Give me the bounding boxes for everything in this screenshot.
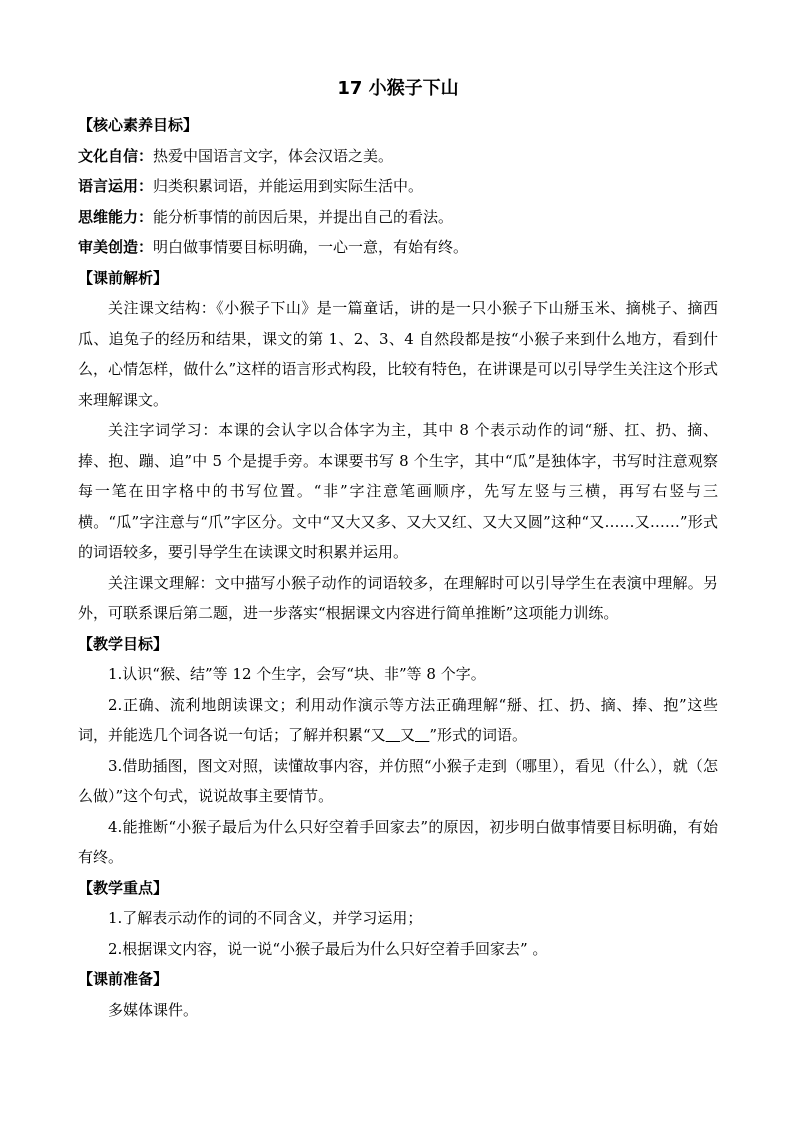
key-points-section <box>78 873 718 965</box>
analysis-vocabulary-paragraph: 关注字词学习：本课的会认字以合体字为主，其中 8 个表示动作的词“掰、扛、扔、摘、捧、抱、蹦、追”中 5 个是提手旁。本课要书写 8 个生字，其中“瓜”是独体字，书写时注意观察每一笔在田字格中的书写位置。“非”字注意笔画顺序，先写左竖与三横，再写右竖与三横。“瓜”字注意与“爪”字区分。文中“又大又多、又大又红、又大又圆”这种“又……又……”形式的词语较多，要引导学生在读课文时积累并运用。 <box>78 421 718 561</box>
key-points-heading: 【教学重点】 <box>78 878 169 897</box>
core-goals-heading: 【核心素养目标】 <box>78 116 199 134</box>
teaching-goals-heading: 【教学目标】 <box>78 634 169 653</box>
teaching-goals-section <box>78 629 718 873</box>
teaching-goal-2-text-c: ”形式的词语。 <box>429 726 527 744</box>
goal-culture <box>78 141 718 172</box>
pre-analysis-section <box>78 263 718 629</box>
goal-language <box>78 171 718 202</box>
preparation-heading: 【课前准备】 <box>78 970 169 988</box>
teaching-goal-2 <box>78 690 718 751</box>
blank-line <box>386 726 400 744</box>
goal-language-label: 语言运用： <box>78 177 154 195</box>
analysis-comprehension-paragraph: 关注课文理解：文中描写小猴子动作的词语较多，在理解时可以引导学生在表演中理解。另外，可联系课后第二题，进一步落实“根据课文内容进行简单推断”这项能力训练。 <box>78 573 718 622</box>
teaching-goal-3: 3.借助插图，图文对照，读懂故事内容，并仿照“小猴子走到（哪里），看见（什么），就（怎么做）”这个句式，说说故事主要情节。 <box>78 756 718 805</box>
core-goals-section <box>78 110 718 263</box>
goal-aesthetics <box>78 232 718 263</box>
teaching-goal-4: 4.能推断“小猴子最后为什么只好空着手回家去”的原因，初步明白做事情要目标明确，有始有终。 <box>78 817 718 866</box>
teaching-goal-2-text-b: 又 <box>399 726 415 744</box>
key-point-2: 2.根据课文内容，说一说“小猴子最后为什么只好空着手回家去” 。 <box>108 939 548 958</box>
key-point-1: 1.了解表示动作的词的不同含义，并学习运用； <box>108 909 423 927</box>
goal-thinking <box>78 202 718 233</box>
goal-thinking-label: 思维能力： <box>78 207 154 226</box>
document-title: 17 小猴子下山 <box>337 78 459 99</box>
lesson-plan-document <box>78 78 718 1025</box>
goal-language-text: 归类积累词语，并能运用到实际生活中。 <box>153 177 424 195</box>
preparation-text: 多媒体课件。 <box>108 1000 199 1019</box>
goal-thinking-text: 能分析事情的前因后果，并提出自己的看法。 <box>153 207 454 226</box>
goal-aesthetics-label: 审美创造： <box>78 238 154 256</box>
goal-culture-text: 热爱中国语言文字，体会汉语之美。 <box>153 146 394 165</box>
goal-aesthetics-text: 明白做事情要目标明确，一心一意，有始有终。 <box>153 238 469 256</box>
blank-line <box>415 726 429 744</box>
pre-analysis-heading: 【课前解析】 <box>78 268 169 287</box>
analysis-structure-paragraph: 关注课文结构：《小猴子下山》是一篇童话，讲的是一只小猴子下山掰玉米、摘桃子、摘西瓜、追兔子的经历和结果，课文的第 1、2、3、4 自然段都是按“小猴子来到什么地方，看到什么，心情怎样，做什么”这样的语言形式构段，比较有特色，在讲课是可以引导学生关注这个形式来理解课文。 <box>78 299 718 409</box>
teaching-goal-2-text-a: 2.正确、流利地朗读课文；利用动作演示等方法正确理解“掰、扛、扔、摘、捧、抱”这些词，并能选几个词各说一句话；了解并积累“又 <box>78 695 718 744</box>
preparation-section <box>78 964 718 1025</box>
teaching-goal-1: 1.认识“猴、结”等 12 个生字，会写“块、非”等 8 个字。 <box>108 665 486 683</box>
goal-culture-label: 文化自信： <box>78 146 154 165</box>
